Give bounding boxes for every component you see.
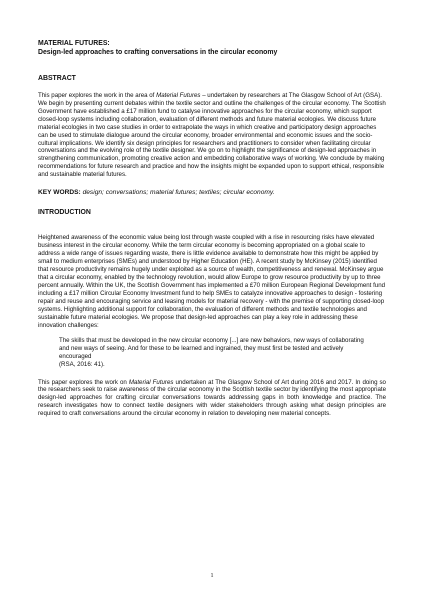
intro-p2-text-start: This paper explores the work on xyxy=(38,378,129,386)
introduction-paragraph-1: Heightened awareness of the economic value being lost through waste coupled with a rise in resourcing risks have elevated business interest in the circular economy. While the term circular economy is becoming appropriated on a global scale to address a wide range of issues regarding waste, there is little evidence available to demonstrate how this might be applied by small to medium enterprises (SMEs) and understood by Higher Education (HE). A recent study by McKinsey (2015) identified that resource productivity remains hugely under exploited as a source of wealth, competitiveness and renewal. McKinsey argue that a circular economy, enabled by the technology revolution, would allow Europe to grow resource productivity by up to three percent annually. Within the UK, the Scottish Government has implemented a £70 million European Regional Development fund including a £17 million Circular Economy Investment fund to help SMEs to catalyze innovative approaches to design - fostering repair and reuse and encouraging service and leasing models for material recovery - with the premise of supporting closed-loop systems. Highlighting additional support for collaboration, the evaluation of different methods and textile technologies and sustainable future material ecologies. We propose that design-led approaches can play a key role in addressing these innovation challenges: xyxy=(38,234,386,329)
abstract-paragraph xyxy=(38,92,386,179)
abstract-text-start: This paper explores the work in the area of xyxy=(38,91,157,99)
page-number: 1 xyxy=(210,573,214,579)
abstract-text-end: – undertaken by researchers at The Glasgow School of Art (GSA). We begin by presenting current debates within the textile sector and outline the challenges of the circular economy. The Scottish Government have established a £17 million fund to catalyse innovative approaches for the circular economy, which support closed-loop systems including collaboration, evaluation of different methods and future material ecologies. We discuss future material ecologies in two case studies in order to extrapolate the ways in which creative and participatory design approaches can be used to stimulate dialogue around the circular economy, broader environmental and economic issues and the socio-cultural implications. We identify six design principles for researchers and practitioners to consider when facilitating circular conversations and the evolving role of the textile designer. We go on to highlight the significance of design-led approaches in strengthening communication, promoting creative action and embedding collaborative ways of working. We conclude by making recommendations for future research and practice and how the insights might be expanded upon to support ethical, responsible and sustainable material futures. xyxy=(38,91,386,179)
keywords-value: design; conversations; material futures; textiles; circular economy. xyxy=(82,189,275,197)
quote-citation: (RSA, 2016: 41). xyxy=(59,360,105,368)
intro-p2-italic-term: Material Futures xyxy=(128,378,174,386)
keywords-label: KEY WORDS: xyxy=(38,189,81,197)
abstract-heading: ABSTRACT xyxy=(38,75,76,83)
quote-text: The skills that must be developed in the new circular economy [...] are new behaviors, new ways of collaborating and new ways of seeing. And for these to be learned and ingrained, they must first be tested and actively encouraged xyxy=(59,336,364,360)
introduction-paragraph-2 xyxy=(38,379,386,419)
keywords-line xyxy=(38,189,386,197)
introduction-heading: INTRODUCTION xyxy=(38,208,91,216)
paper-title xyxy=(38,40,386,57)
block-quote xyxy=(59,337,364,369)
intro-p2-text-end: undertaken at The Glasgow School of Art during 2016 and 2017. In doing so the researchers seek to raise awareness of the circular economy in the Scottish textile sector by identifying the most appropriate design-led approaches for crafting circular conversations towards addressing gaps in both knowledge and practice. The research investigates how to connect textile designers with wider stakeholders through asking what design principles are required to craft conversations around the circular economy in relation to developing new material concepts. xyxy=(38,378,386,418)
title-line-1: MATERIAL FUTURES: xyxy=(38,40,110,47)
abstract-italic-term: Material Futures xyxy=(156,91,201,99)
title-line-2: Design-led approaches to crafting conversations in the circular economy xyxy=(38,48,278,56)
paper-page xyxy=(38,40,386,418)
